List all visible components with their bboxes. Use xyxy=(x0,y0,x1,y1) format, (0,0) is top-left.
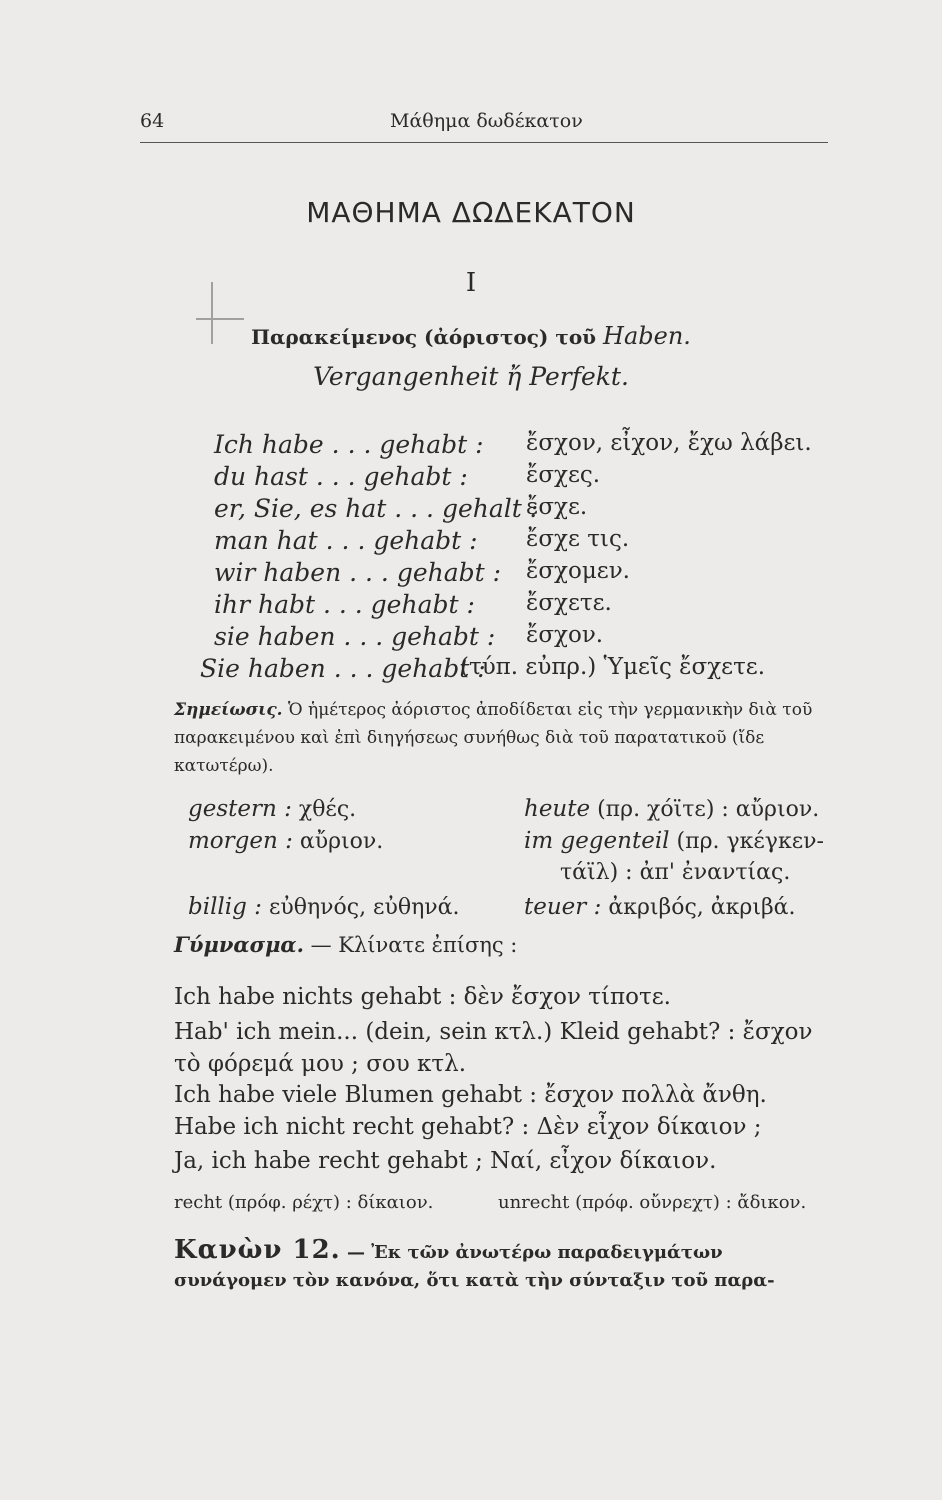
vocab-greek: ἀκριβός, ἀκριβά. xyxy=(608,895,796,920)
exercise-line: Habe ich nicht recht gehabt? : Δὲν εἶχον δίκαιον ; xyxy=(174,1114,762,1140)
conjugation-row xyxy=(214,430,834,462)
page-number: 64 xyxy=(140,110,165,132)
conjugation-row xyxy=(214,462,834,494)
exercise-heading xyxy=(174,932,517,957)
german-form: man hat . . . gehabt : xyxy=(214,526,478,555)
german-form: Ich habe . . . gehabt : xyxy=(214,430,484,459)
german-form: ihr habt . . . gehabt : xyxy=(214,590,475,619)
vocab-item xyxy=(524,828,824,854)
greek-form: ἔσχες. xyxy=(526,462,601,488)
unrecht-definition: unrecht (πρόφ. οὔνρεχτ) : ἄδικον. xyxy=(498,1192,807,1213)
rule-label: Κανὼν 12. xyxy=(174,1235,341,1265)
vocab-german: billig : xyxy=(188,894,262,920)
subheading xyxy=(0,322,942,350)
vocab-greek: χθές. xyxy=(298,797,357,822)
vocab-item xyxy=(524,894,796,920)
exercise-line: Ich habe viele Blumen gehabt : ἔσχον πολλὰ ἄνθη. xyxy=(174,1082,767,1108)
vocab-greek: εὐθηνός, εὐθηνά. xyxy=(268,895,460,920)
vocab-german: im gegenteil xyxy=(524,828,670,854)
vocab-german: morgen : xyxy=(188,828,293,854)
rule-paragraph xyxy=(174,1236,834,1295)
exercise-line: Hab' ich mein... (dein, sein κτλ.) Kleid gehabt? : ἔσχον τὸ φόρεμά μου ; σου κτλ. xyxy=(174,1019,813,1077)
vocab-german: heute xyxy=(524,796,591,822)
german-form: du hast . . . gehabt : xyxy=(214,462,468,491)
vocab-item xyxy=(188,828,383,854)
header-rule xyxy=(140,142,828,143)
chapter-title: ΜΑΘΗΜΑ ΔΩΔΕΚΑΤΟΝ xyxy=(306,196,636,229)
subheading-2: Vergangenheit ἤ Perfekt. xyxy=(313,362,629,391)
exercise-line: Ich habe nichts gehabt : δὲν ἔσχον τίποτε. xyxy=(174,984,671,1010)
recht-definition: recht (πρόφ. ρέχτ) : δίκαιον. xyxy=(174,1192,434,1213)
german-form: sie haben . . . gehabt : xyxy=(214,622,496,651)
section-numeral: I xyxy=(465,268,477,298)
rule-text: — Ἐκ τῶν ἀνωτέρω παραδειγμάτων συνάγομεν τὸν κανόνα, ὅτι κατὰ τὴν σύνταξιν τοῦ παρα- xyxy=(174,1242,775,1291)
note-paragraph xyxy=(174,696,834,780)
vocab-greek: τάϊλ) : ἀπ' ἐναντίας. xyxy=(560,860,791,885)
vocab-german: gestern : xyxy=(188,796,292,822)
vocab-item xyxy=(188,894,459,920)
conjugation-row xyxy=(214,622,834,654)
exercise-label: Γύμνασμα. xyxy=(174,932,304,957)
running-title: Μάθημα δωδέκατον xyxy=(390,110,583,132)
note-label: Σημείωσις. xyxy=(174,700,283,720)
vocab-greek: (πρ. χόϊτε) : αὔριον. xyxy=(597,797,820,822)
vocab-item xyxy=(524,796,819,822)
note-text: Ὁ ἡμέτερος ἀόριστος ἀποδίδεται εἰς τὴν γερμανικὴν διὰ τοῦ παρακειμένου καὶ ἐπὶ διηγήσεως συνήθως διὰ τοῦ παρατατικοῦ (ἴδε κατωτέρω). xyxy=(174,700,813,776)
exercise-intro: — Κλίνατε ἐπίσης : xyxy=(310,933,518,957)
greek-form: ἔσχε τις. xyxy=(526,526,630,552)
greek-form: ἔσχετε. xyxy=(526,590,612,616)
german-form: wir haben . . . gehabt : xyxy=(214,558,502,587)
vocab-item xyxy=(560,860,790,885)
greek-form: ἔσχον. xyxy=(526,622,604,648)
conjugation-row xyxy=(200,654,820,686)
german-form: er, Sie, es hat . . . gehalt : xyxy=(214,494,539,523)
vocab-item xyxy=(188,796,356,822)
greek-form: (τύπ. εὐπρ.) Ὑμεῖς ἔσχετε. xyxy=(460,654,766,680)
german-form: Sie haben . . . gehabt : xyxy=(200,654,486,683)
greek-form: ἔσχομεν. xyxy=(526,558,630,584)
conjugation-row xyxy=(214,558,834,590)
pencil-mark-cross xyxy=(196,318,244,320)
vocab-greek: (πρ. γκέγκεν- xyxy=(676,829,824,854)
subheading-german: Haben. xyxy=(603,322,691,350)
vocab-german: teuer : xyxy=(524,894,602,920)
vocab-greek: αὔριον. xyxy=(299,829,384,854)
conjugation-row xyxy=(214,494,834,526)
conjugation-row xyxy=(214,526,834,558)
greek-form: ἔσχε. xyxy=(526,494,588,520)
greek-form: ἔσχον, εἶχον, ἔχω λάβει. xyxy=(526,430,812,456)
exercise-line: Ja, ich habe recht gehabt ; Ναί, εἶχον δίκαιον. xyxy=(174,1148,717,1174)
subheading-greek: Παρακείμενος (ἀόριστος) τοῦ xyxy=(251,325,597,349)
conjugation-row xyxy=(214,590,834,622)
